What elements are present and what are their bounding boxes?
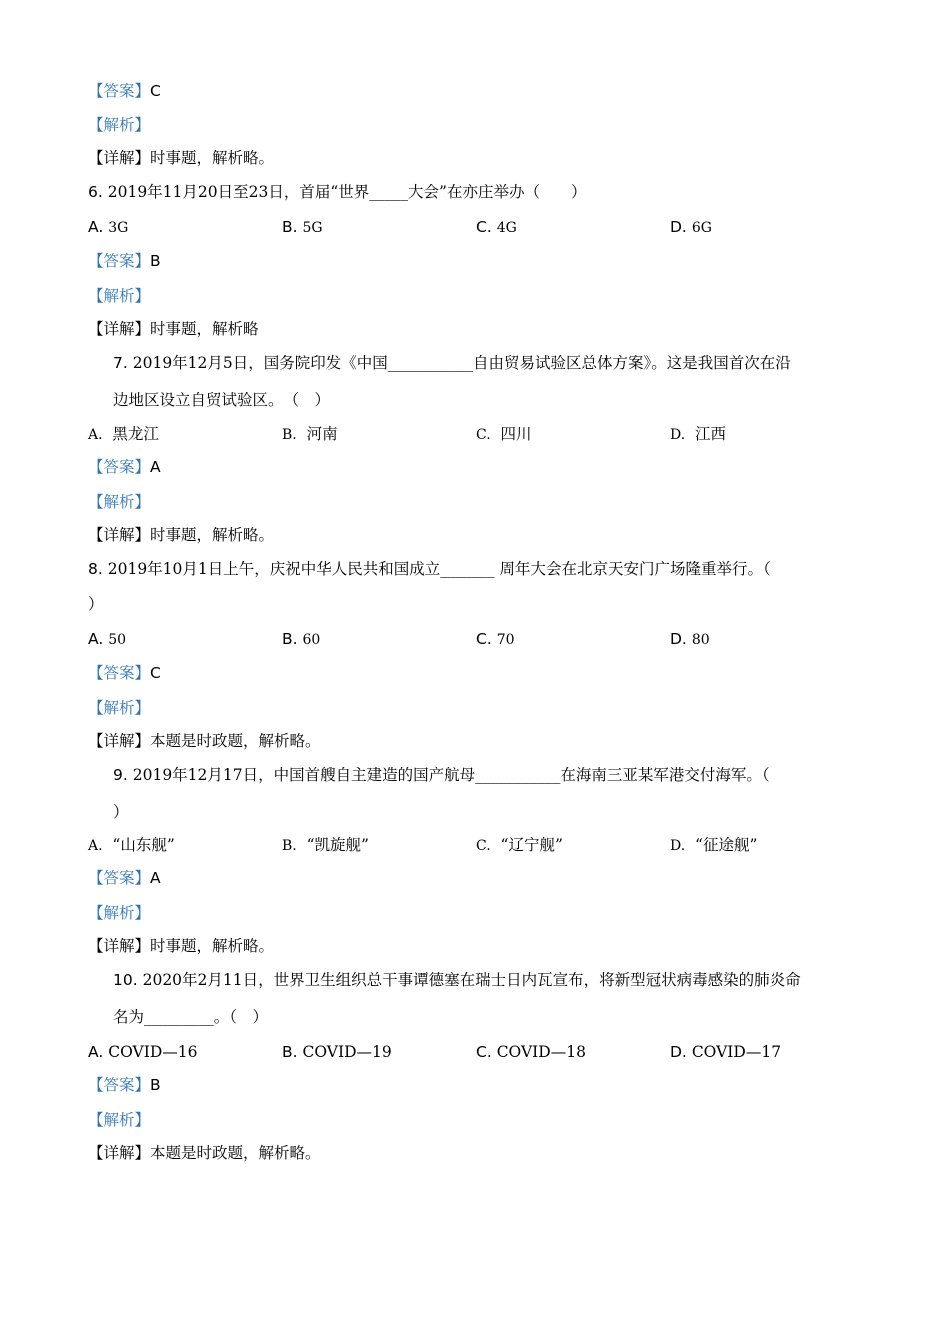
answer-label: 【答案】	[88, 82, 151, 100]
option-c: C. COVID—18	[476, 1043, 586, 1061]
option-b: B. “凯旋舰”	[282, 836, 369, 854]
detail-line	[88, 935, 274, 957]
question-text-continued: ）	[113, 803, 129, 821]
detail-label: 【详解】	[88, 732, 151, 750]
answer-label: 【答案】	[88, 1076, 151, 1094]
question-text-continued: 边地区设立自贸试验区。 （ ）	[113, 391, 331, 409]
detail-line	[88, 730, 321, 752]
analysis-label: 【解析】	[88, 904, 151, 922]
answer-value: C	[150, 82, 161, 100]
detail-line	[88, 1142, 321, 1164]
detail-text: 时事题，解析略	[150, 320, 259, 338]
question-text: 2019年11月20日至23日，首届“世界_____大会”在亦庄举办（ ）	[107, 183, 587, 201]
question-number: 7.	[113, 354, 128, 372]
option-a: A. COVID—16	[88, 1043, 198, 1061]
answer-line	[88, 250, 161, 272]
answer-value: B	[150, 1076, 161, 1094]
detail-label: 【详解】	[88, 149, 151, 167]
detail-text: 时事题，解析略。	[150, 149, 275, 167]
analysis-label: 【解析】	[88, 493, 151, 511]
question-number: 9.	[113, 766, 128, 784]
question-7	[113, 352, 791, 374]
analysis-label: 【解析】	[88, 1111, 151, 1129]
question-text: 2019年12月5日，国务院印发《中国___________自由贸易试验区总体方案》。这是我国首次在沿	[132, 354, 791, 372]
question-text-continued: 名为_________。（ ）	[113, 1008, 269, 1026]
detail-text: 时事题，解析略。	[150, 937, 275, 955]
option-b: B. 60	[282, 630, 321, 648]
option-d: D. 6G	[670, 218, 712, 236]
detail-line	[88, 318, 259, 340]
option-c: C. 四川	[476, 425, 532, 443]
option-b: B. COVID—19	[282, 1043, 392, 1061]
answer-label: 【答案】	[88, 458, 151, 476]
answer-value: A	[150, 458, 161, 476]
option-c: C. “辽宁舰”	[476, 836, 563, 854]
answer-label: 【答案】	[88, 664, 151, 682]
option-d: D. “征途舰”	[670, 836, 758, 854]
analysis-label: 【解析】	[88, 116, 151, 134]
option-b: B. 5G	[282, 218, 323, 236]
answer-label: 【答案】	[88, 252, 151, 270]
detail-text: 时事题，解析略。	[150, 526, 275, 544]
question-number: 10.	[113, 971, 138, 989]
option-b: B. 河南	[282, 425, 338, 443]
question-8	[88, 558, 771, 580]
option-c: C. 4G	[476, 218, 517, 236]
question-number: 6.	[88, 183, 103, 201]
option-d: D. COVID—17	[670, 1043, 782, 1061]
detail-line	[88, 524, 274, 546]
question-text: 2019年10月1日上午，庆祝中华人民共和国成立_______ 周年大会在北京天安门广场隆重举行。（	[107, 560, 771, 578]
detail-text: 本题是时政题，解析略。	[150, 732, 321, 750]
detail-line	[88, 147, 274, 169]
detail-label: 【详解】	[88, 1144, 151, 1162]
option-d: D. 80	[670, 630, 710, 648]
answer-line	[88, 662, 161, 684]
option-a: A. “山东舰”	[88, 836, 175, 854]
option-d: D. 江西	[670, 425, 727, 443]
analysis-label: 【解析】	[88, 699, 151, 717]
option-a: A. 黑龙江	[88, 425, 159, 443]
detail-label: 【详解】	[88, 526, 151, 544]
answer-value: A	[150, 869, 161, 887]
answer-line	[88, 1074, 161, 1096]
question-9	[113, 764, 770, 786]
question-text: 2020年2月11日，世界卫生组织总干事谭德塞在瑞士日内瓦宣布，将新型冠状病毒感染的肺炎命	[142, 971, 801, 989]
option-a: A. 50	[88, 630, 127, 648]
question-number: 8.	[88, 560, 103, 578]
question-text-continued: ）	[88, 595, 104, 613]
answer-value: B	[150, 252, 161, 270]
question-6	[88, 181, 586, 203]
answer-line	[88, 456, 161, 478]
option-c: C. 70	[476, 630, 515, 648]
question-10	[113, 969, 801, 991]
answer-line	[88, 80, 161, 102]
answer-value: C	[150, 664, 161, 682]
answer-line	[88, 867, 161, 889]
option-a: A. 3G	[88, 218, 129, 236]
analysis-label: 【解析】	[88, 287, 151, 305]
question-text: 2019年12月17日，中国首艘自主建造的国产航母___________在海南三亚某军港交付海军。（	[132, 766, 770, 784]
detail-label: 【详解】	[88, 937, 151, 955]
detail-text: 本题是时政题，解析略。	[150, 1144, 321, 1162]
answer-label: 【答案】	[88, 869, 151, 887]
detail-label: 【详解】	[88, 320, 151, 338]
